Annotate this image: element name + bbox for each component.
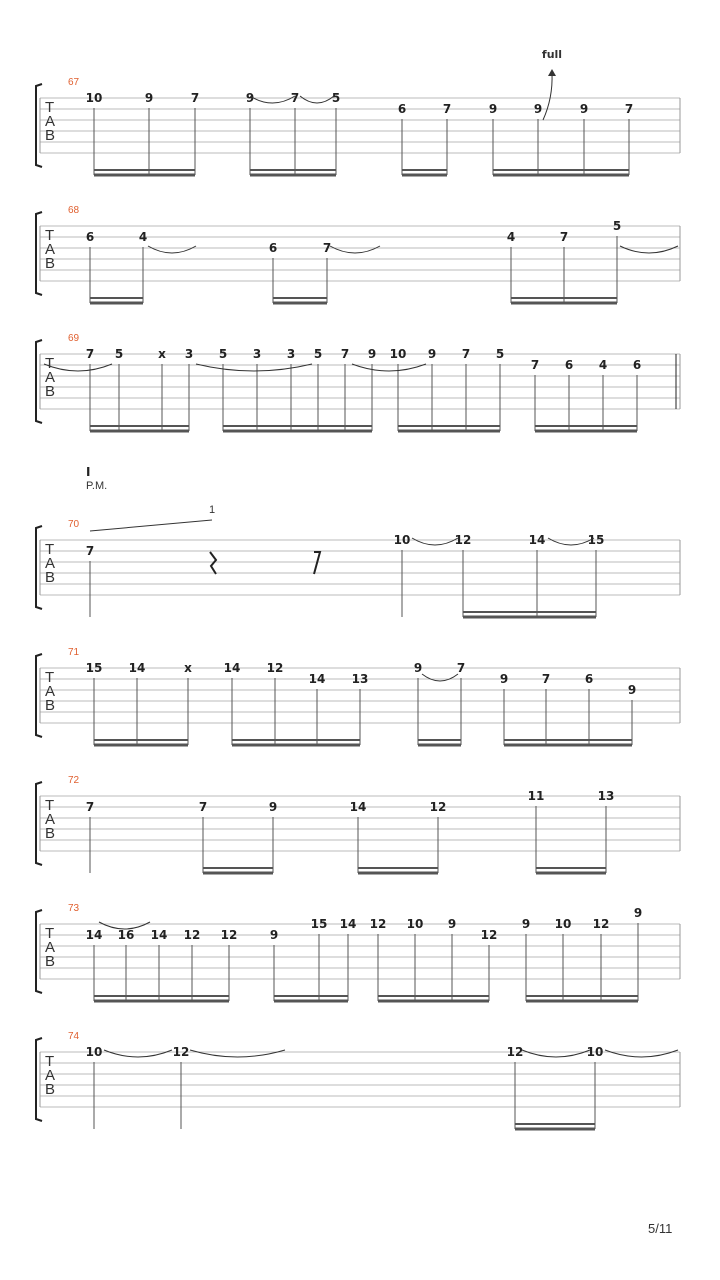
- fret-number: 12: [220, 928, 238, 942]
- fret-number: 4: [598, 358, 608, 372]
- fret-number: 9: [627, 683, 637, 697]
- fret-number: 9: [533, 102, 543, 116]
- page-number: 5/11: [648, 1221, 673, 1236]
- fret-number: 14: [85, 928, 103, 942]
- fret-number: 6: [632, 358, 642, 372]
- fret-number: 6: [397, 102, 407, 116]
- fret-number: 7: [290, 91, 300, 105]
- system-bracket: [36, 526, 42, 609]
- fret-number: x: [184, 661, 192, 675]
- fret-number: 5: [612, 219, 622, 233]
- tab-clef-letter: A: [45, 1067, 56, 1084]
- tab-clef-letter: B: [45, 383, 56, 400]
- fret-number: 10: [393, 533, 411, 547]
- slur: [148, 246, 196, 253]
- fret-number: 14: [128, 661, 146, 675]
- system-bracket: [36, 212, 42, 295]
- fret-number: 14: [150, 928, 168, 942]
- fret-number: 7: [85, 800, 95, 814]
- bend-label: full: [541, 48, 563, 61]
- fret-number: 7: [340, 347, 350, 361]
- system-bracket: [36, 654, 42, 737]
- system-71: [36, 647, 680, 745]
- tab-clef-letter: A: [45, 241, 56, 258]
- measure-number: 74: [68, 1031, 80, 1042]
- fret-number: 6: [85, 230, 95, 244]
- fret-number: 7: [456, 661, 466, 675]
- fret-number: 6: [584, 672, 594, 686]
- fret-number: 10: [85, 91, 103, 105]
- fret-number: 4: [138, 230, 148, 244]
- fret-number: 5: [218, 347, 228, 361]
- system-74: [36, 1031, 680, 1129]
- fret-number: 9: [488, 102, 498, 116]
- tab-clef-letter: T: [45, 99, 55, 116]
- tab-clef-letter: A: [45, 555, 56, 572]
- fret-number: 9: [447, 917, 457, 931]
- fret-number: 9: [579, 102, 589, 116]
- fret-number: 9: [367, 347, 377, 361]
- measure-number: 69: [68, 333, 80, 344]
- system-73: [36, 903, 680, 1001]
- fret-number: 9: [499, 672, 509, 686]
- fret-number: 12: [454, 533, 472, 547]
- slide-line: [90, 520, 212, 531]
- system-72: [36, 775, 680, 873]
- fret-number: 3: [252, 347, 262, 361]
- slur: [250, 96, 295, 103]
- tab-clef-letter: T: [45, 925, 55, 942]
- system-68: [36, 205, 680, 303]
- palm-mute-label: P.M.: [86, 480, 108, 492]
- measure-number: 73: [68, 903, 80, 914]
- slur: [300, 96, 334, 103]
- fret-number: 14: [349, 800, 367, 814]
- tab-clef-letter: A: [45, 939, 56, 956]
- fret-number: 13: [597, 789, 615, 803]
- fret-number: 10: [586, 1045, 604, 1059]
- tab-clef-letter: T: [45, 541, 55, 558]
- fret-number: 13: [351, 672, 369, 686]
- fret-number: 7: [530, 358, 540, 372]
- fret-number: 12: [506, 1045, 524, 1059]
- fret-number: 12: [266, 661, 284, 675]
- system-70: [36, 519, 680, 617]
- tab-clef-letter: T: [45, 1053, 55, 1070]
- tab-clef-letter: B: [45, 255, 56, 272]
- fret-number: 9: [413, 661, 423, 675]
- fret-number: 5: [313, 347, 323, 361]
- bend-arrow: [543, 73, 552, 120]
- tab-clef-letter: B: [45, 1081, 56, 1098]
- system-69: [36, 333, 680, 431]
- fret-number: 14: [339, 917, 357, 931]
- fret-number: 12: [592, 917, 610, 931]
- tab-clef-letter: B: [45, 953, 56, 970]
- fret-number: 7: [198, 800, 208, 814]
- tab-clef-letter: B: [45, 127, 56, 144]
- system-bracket: [36, 1038, 42, 1121]
- section-marker: I: [86, 465, 91, 479]
- slur: [522, 1050, 590, 1057]
- fret-number: 9: [521, 917, 531, 931]
- slur: [605, 1050, 678, 1057]
- fret-number: 14: [528, 533, 546, 547]
- fret-number: 4: [506, 230, 516, 244]
- fret-number: 7: [85, 347, 95, 361]
- fret-number: 10: [85, 1045, 103, 1059]
- fret-number: 6: [268, 241, 278, 255]
- measure-number: 71: [68, 647, 80, 658]
- fret-number: 3: [184, 347, 194, 361]
- fret-number: 9: [268, 800, 278, 814]
- bend-arrowhead: [548, 69, 556, 76]
- tuplet-label: 1: [208, 504, 216, 516]
- fret-number: 15: [310, 917, 328, 931]
- fret-number: 11: [527, 789, 545, 803]
- measure-number: 67: [68, 77, 80, 88]
- tab-clef-letter: B: [45, 697, 56, 714]
- slur: [620, 246, 678, 253]
- fret-number: 12: [183, 928, 201, 942]
- fret-number: 7: [461, 347, 471, 361]
- tab-clef-letter: T: [45, 669, 55, 686]
- system-67: [36, 77, 680, 175]
- tab-clef-letter: T: [45, 227, 55, 244]
- slur: [330, 246, 380, 253]
- system-bracket: [36, 340, 42, 423]
- eighth-rest: [314, 552, 320, 574]
- fret-number: 7: [322, 241, 332, 255]
- fret-number: 7: [85, 544, 95, 558]
- fret-number: 7: [559, 230, 569, 244]
- fret-number: 12: [480, 928, 498, 942]
- measure-70-annotations: [86, 465, 320, 574]
- tab-clef-letter: A: [45, 683, 56, 700]
- fret-number: 9: [144, 91, 154, 105]
- fret-number: 9: [269, 928, 279, 942]
- fret-number: 16: [117, 928, 135, 942]
- fret-number: 12: [369, 917, 387, 931]
- fret-number: 12: [172, 1045, 190, 1059]
- fret-number: 14: [308, 672, 326, 686]
- fret-number: 5: [114, 347, 124, 361]
- system-bracket: [36, 782, 42, 865]
- slur: [190, 1050, 285, 1057]
- fret-number: 10: [554, 917, 572, 931]
- fret-number: 5: [331, 91, 341, 105]
- fret-number: 15: [587, 533, 605, 547]
- slur: [104, 1050, 172, 1057]
- fret-number: 14: [223, 661, 241, 675]
- fret-number: 12: [429, 800, 447, 814]
- measure-number: 70: [68, 519, 80, 530]
- slur: [412, 538, 458, 545]
- quarter-rest: [210, 552, 216, 574]
- fret-number: 7: [541, 672, 551, 686]
- fret-number: 9: [427, 347, 437, 361]
- fret-number: 7: [442, 102, 452, 116]
- fret-number: 9: [245, 91, 255, 105]
- fret-number: 5: [495, 347, 505, 361]
- fret-number: 10: [406, 917, 424, 931]
- system-bracket: [36, 84, 42, 167]
- measure-number: 72: [68, 775, 80, 786]
- measure-number: 68: [68, 205, 80, 216]
- tab-clef-letter: A: [45, 369, 56, 386]
- tab-clef-letter: B: [45, 825, 56, 842]
- tab-clef-letter: A: [45, 113, 56, 130]
- fret-number: 3: [286, 347, 296, 361]
- fret-number: 9: [633, 906, 643, 920]
- tab-clef-letter: A: [45, 811, 56, 828]
- fret-number: 6: [564, 358, 574, 372]
- tab-clef-letter: B: [45, 569, 56, 586]
- tab-clef-letter: T: [45, 797, 55, 814]
- system-bracket: [36, 910, 42, 993]
- fret-number: 7: [190, 91, 200, 105]
- fret-number: 7: [624, 102, 634, 116]
- tab-clef-letter: T: [45, 355, 55, 372]
- slur: [422, 674, 458, 681]
- fret-number: 10: [389, 347, 407, 361]
- fret-number: x: [158, 347, 166, 361]
- fret-number: 15: [85, 661, 103, 675]
